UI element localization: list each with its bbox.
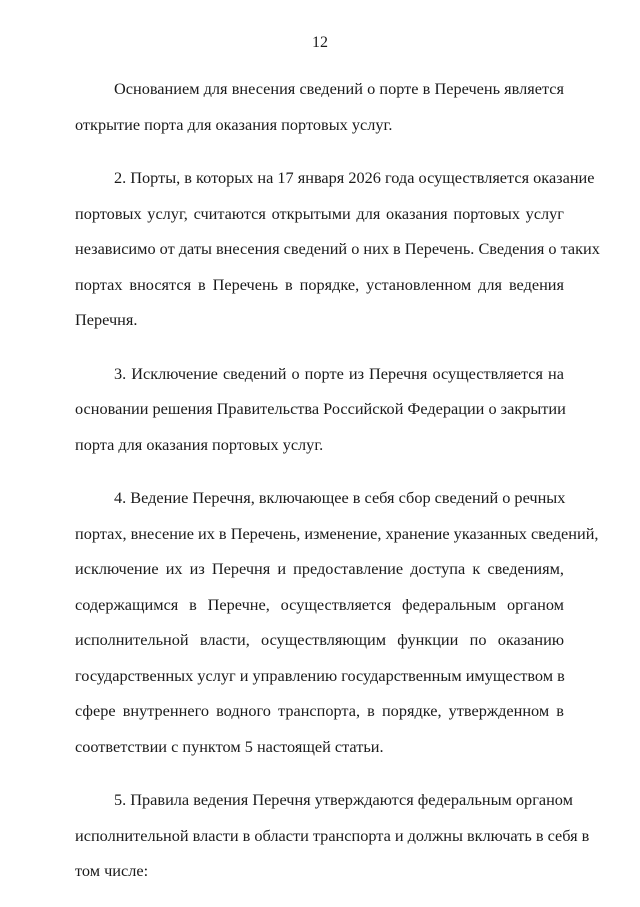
paragraph-line: сфере внутреннего водного транспорта, в порядке, утвержденном в: [75, 701, 564, 720]
paragraph-line: исполнительной власти, осуществляющим функции по оказанию: [75, 630, 564, 649]
paragraph-line: независимо от даты внесения сведений о них в Перечень. Сведения о таких: [75, 239, 600, 258]
paragraph-line: портах вносятся в Перечень в порядке, установленном для ведения: [75, 274, 564, 294]
paragraph-3: [75, 356, 564, 463]
paragraph-line: 5. Правила ведения Перечня утверждаются федеральным органом: [114, 790, 573, 809]
paragraph-line: том числе:: [75, 861, 149, 880]
paragraph-line: портовых услуг, считаются открытыми для оказания портовых услуг: [75, 203, 564, 223]
paragraph-line: открытие порта для оказания портовых услуг.: [75, 114, 393, 134]
paragraph-line: Перечня.: [75, 310, 138, 329]
paragraph-line: основании решения Правительства Российской Федерации о закрытии: [75, 399, 566, 418]
document-body: [75, 71, 600, 907]
page-number: 12: [312, 34, 328, 51]
paragraph-line: государственных услуг и управлению государственным имуществом в: [75, 665, 565, 685]
paragraph-line: порта для оказания портовых услуг.: [75, 434, 324, 454]
paragraph-line: 2. Порты, в которых на 17 января 2026 года осуществляется оказание: [114, 168, 595, 187]
paragraph-1: [75, 71, 564, 142]
paragraph-line: содержащимся в Перечне, осуществляется федеральным органом: [75, 594, 564, 614]
paragraph-line: исключение их из Перечня и предоставление доступа к сведениям,: [75, 559, 564, 578]
paragraph-4: [75, 480, 599, 764]
paragraph-line: соответствии с пунктом 5 настоящей статьи.: [75, 736, 384, 756]
paragraph-5: [75, 782, 590, 889]
paragraph-line: 3. Исключение сведений о порте из Перечня осуществляется на: [114, 363, 564, 383]
paragraph-line: портах, внесение их в Перечень, изменение, хранение указанных сведений,: [75, 523, 599, 543]
paragraph-line: Основанием для внесения сведений о порте в Перечень является: [114, 79, 564, 98]
paragraph-line: исполнительной власти в области транспорта и должны включать в себя в: [75, 825, 590, 845]
paragraph-2: [75, 160, 600, 338]
paragraph-line: 4. Ведение Перечня, включающее в себя сбор сведений о речных: [114, 488, 566, 507]
